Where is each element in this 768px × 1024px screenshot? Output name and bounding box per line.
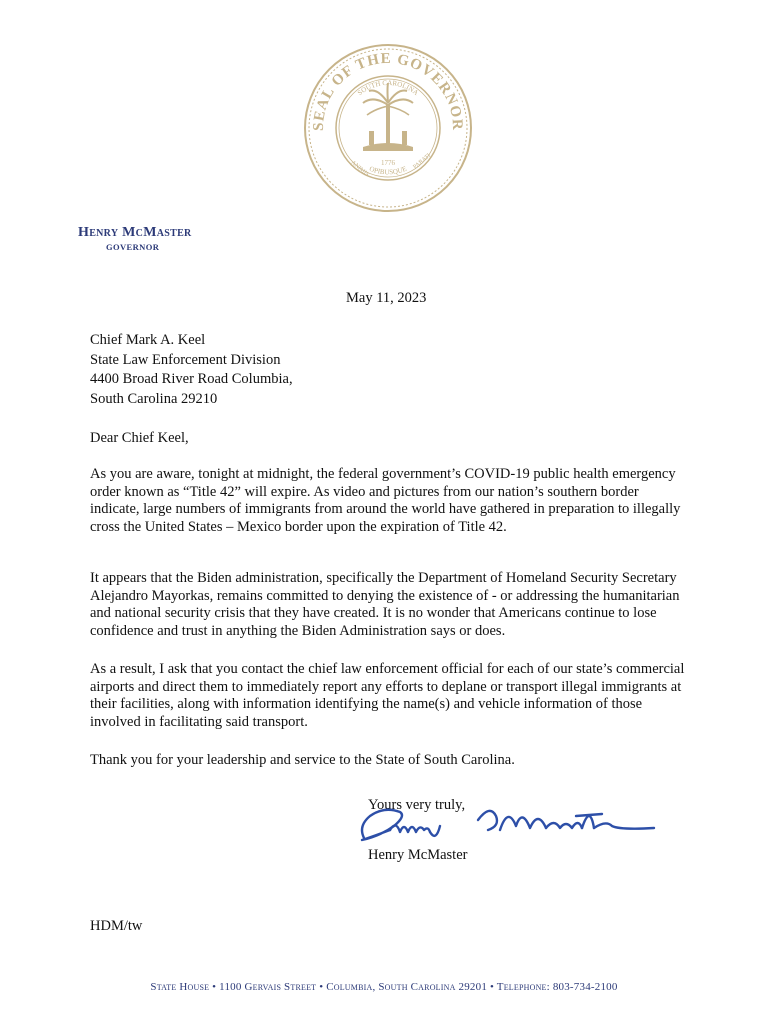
seal-emblem-icon — [303, 43, 473, 213]
seal-outer-text: SEAL OF THE GOVERNOR — [310, 50, 466, 132]
body-paragraph: It appears that the Biden administration, specifically the Department of Homeland Security Secretary Alejandro Mayorkas, remains committed to denying the existence of - or addressing the humanitarian and national security crisis that they have created. It is no wonder that Americans continue to lose confidence and trust in anything the Biden Administration says or does. — [90, 570, 680, 639]
seal-inner-text: SOUTH CAROLINA — [356, 78, 420, 98]
typist-initials: HDM/tw — [90, 918, 143, 934]
letterhead-sender — [78, 225, 192, 252]
seal-motto-left: ANIMIS — [349, 159, 370, 179]
governor-seal — [303, 43, 473, 213]
recipient-line: Chief Mark A. Keel — [90, 332, 206, 348]
recipient-address — [90, 331, 293, 409]
recipient-line: 4400 Broad River Road Columbia, — [90, 371, 293, 387]
sender-name: Henry McMaster — [78, 225, 192, 240]
body-paragraph: As you are aware, tonight at midnight, the federal government’s COVID-19 public health emergency order known as “Title 42” will expire. As video and pictures from our nation’s southern border indicate, large numbers of immigrants from around the world have gathered in preparation to illegally cross the United States – Mexico border upon the expiration of Title 42. — [90, 466, 681, 535]
signer-name: Henry McMaster — [368, 847, 468, 863]
closing: Yours very truly, — [368, 797, 466, 813]
sender-title: GOVERNOR — [106, 242, 160, 252]
body-paragraph: As a result, I ask that you contact the chief law enforcement official for each of our state’s commercial airports and direct them to immediately report any efforts to deplane or transport illegal immigrants at their facilities, along with information identifying the name(s) and vehicle information of those involved in facilitating said transport. — [90, 661, 685, 730]
body-paragraph: Thank you for your leadership and service to the State of South Carolina. — [90, 752, 515, 768]
footer-address: State House • 1100 Gervais Street • Columbia, South Carolina 29201 • Telephone: 803-734-2100 — [150, 981, 618, 993]
seal-motto-bottom: OPIBUSQUE — [368, 164, 408, 177]
salutation: Dear Chief Keel, — [90, 430, 189, 446]
letter-date: May 11, 2023 — [346, 290, 427, 306]
seal-year: 1776 — [381, 159, 395, 167]
recipient-line: State Law Enforcement Division — [90, 351, 281, 368]
recipient-line: South Carolina 29210 — [90, 390, 218, 407]
seal-motto-right: PARATI — [412, 152, 432, 171]
palmetto-tree-icon — [363, 83, 413, 151]
